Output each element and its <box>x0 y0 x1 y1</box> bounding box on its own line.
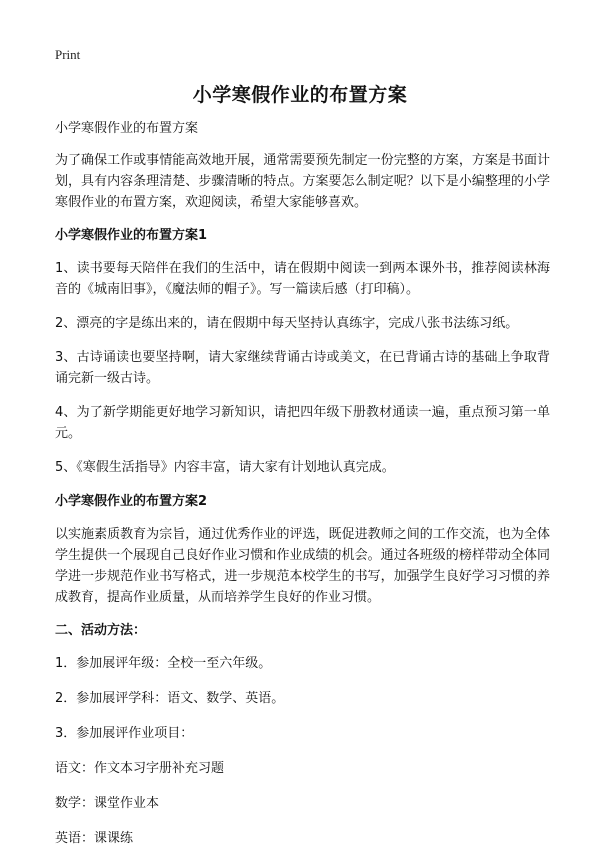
section3-item-3: 3．参加展评作业项目： <box>55 726 194 741</box>
section3-item-1: 1．参加展评年级：全校一至六年级。 <box>55 656 272 671</box>
section1-item-5: 5、《寒假生活指导》内容丰富，请大家有计划地认真完成。 <box>55 460 395 475</box>
section3-item-6: 英语：课课练 <box>55 831 134 846</box>
section1-item-3: 3、古诗诵读也要坚持啊，请大家继续背诵古诗或美文，在已背诵古诗的基础上争取背诵完新一级古诗。 <box>55 350 550 386</box>
page-title: 小学寒假作业的布置方案 <box>192 84 408 106</box>
section3-heading: 二、活动方法： <box>55 623 147 638</box>
section1-item-1: 1、读书要每天陪伴在我们的生活中，请在假期中阅读一到两本课外书，推荐阅读林海音的《城南旧事》，《魔法师的帽子》。写一篇读后感（打印稿）。 <box>55 261 550 297</box>
section3-item-2: 2．参加展评学科：语文、数学、英语。 <box>55 691 285 706</box>
section1-item-4: 4、为了新学期能更好地学习新知识，请把四年级下册教材通读一遍，重点预习第一单元。 <box>55 405 550 441</box>
section2-heading: 小学寒假作业的布置方案2 <box>55 494 208 509</box>
section1-heading: 小学寒假作业的布置方案1 <box>55 228 208 243</box>
section1-item-2: 2、漂亮的字是练出来的，请在假期中每天坚持认真练字，完成八张书法练习纸。 <box>55 316 519 331</box>
intro-subtitle: 小学寒假作业的布置方案 <box>55 121 199 136</box>
section3-item-5: 数学：课堂作业本 <box>55 796 160 811</box>
intro-paragraph: 为了确保工作或事情能高效地开展，通常需要预先制定一份完整的方案，方案是书面计划，具有内容条理清楚、步骤清晰的特点。方案要怎么制定呢？以下是小编整理的小学寒假作业的布置方案，欢迎阅读，希望大家能够喜欢。 <box>55 153 550 210</box>
section2-paragraph: 以实施素质教育为宗旨，通过优秀作业的评选，既促进教师之间的工作交流，也为全体学生提供一个展现自己良好作业习惯和作业成绩的机会。通过各班级的榜样带动全体同学进一步规范作业书写格式，进一步规范本校学生的书写，加强学生良好学习习惯的养成教育，提高作业质量，从而培养学生良好的作业习惯。 <box>55 527 550 605</box>
section3-item-4: 语文：作文本习字册补充习题 <box>55 761 225 776</box>
document-body <box>55 118 550 863</box>
print-link[interactable]: Print <box>55 47 81 62</box>
